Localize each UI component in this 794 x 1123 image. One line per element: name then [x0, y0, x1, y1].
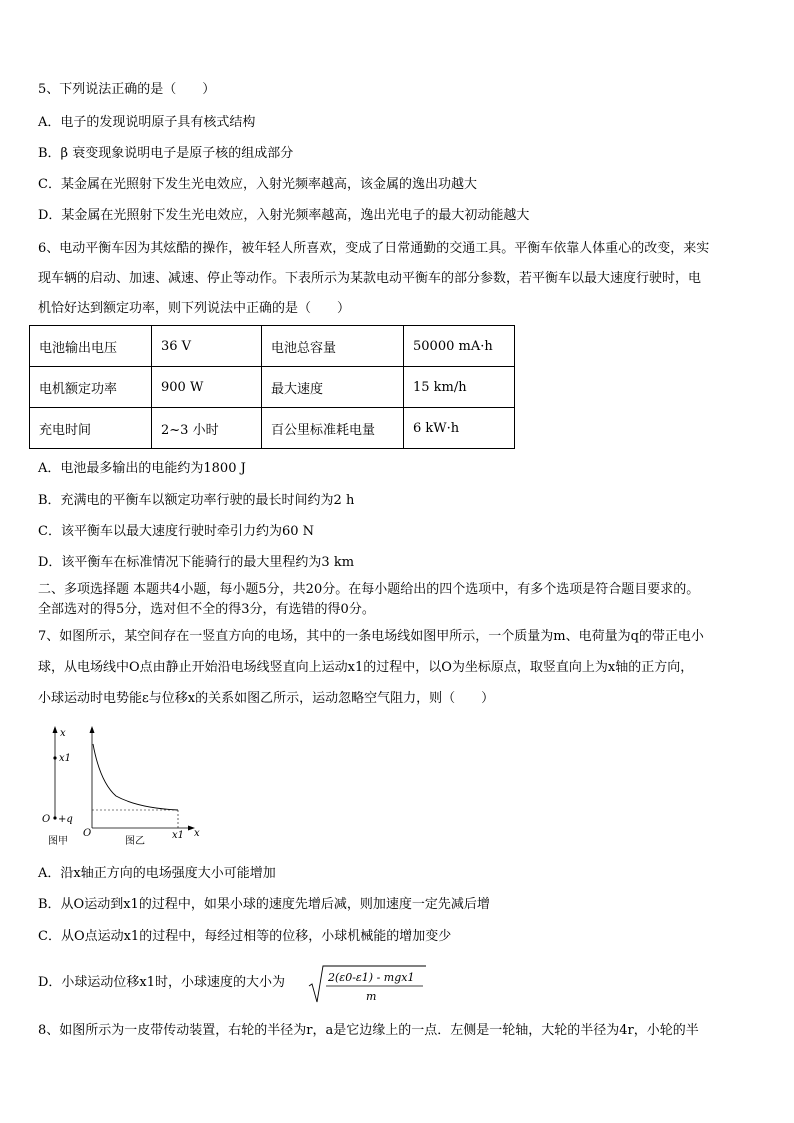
- jia-origin-label: O: [42, 814, 51, 825]
- q5-option-b: B．β 衰变现象说明电子是原子核的组成部分: [38, 146, 294, 161]
- table-cell: 充电时间: [30, 408, 152, 449]
- table-cell: 最大速度: [262, 367, 404, 408]
- yi-y-arrow-icon: [90, 726, 95, 733]
- yi-caption: 图乙: [125, 836, 145, 847]
- jia-x1-dot: [53, 756, 56, 759]
- q6-stem-line3: 机恰好达到额定功率，则下列说法中正确的是（ ）: [38, 301, 351, 316]
- q7-figure: [38, 722, 213, 847]
- q6-option-b: B．充满电的平衡车以额定功率行驶的最长时间约为2 h: [38, 493, 355, 508]
- section2-line2: 全部选对的得5分，选对但不全的得3分，有选错的得0分。: [38, 602, 375, 617]
- jia-arrow-icon: [53, 726, 58, 733]
- table-row: [30, 326, 515, 367]
- table-row: [30, 408, 515, 449]
- table-row: [30, 367, 515, 408]
- q7-stem-line1: 7、如图所示，某空间存在一竖直方向的电场，其中的一条电场线如图甲所示，一个质量为m、电荷量为q的带正电小: [38, 629, 704, 644]
- sqrt-numerator: 2(ε0-ε1) - mgx1: [328, 971, 415, 984]
- jia-axis-label: x: [60, 728, 66, 739]
- q7-option-b: B．从O运动到x1的过程中，如果小球的速度先增后减，则加速度一定先减后增: [38, 897, 490, 912]
- q5-option-c: C．某金属在光照射下发生光电效应，入射光频率越高，该金属的逸出功越大: [38, 177, 477, 192]
- table-cell: 6 kW·h: [404, 408, 515, 449]
- yi-xaxis-label: x: [194, 828, 200, 839]
- table-cell: 2~3 小时: [152, 408, 262, 449]
- q5-stem: 5、下列说法正确的是（ ）: [38, 82, 216, 97]
- table-cell: 电机额定功率: [30, 367, 152, 408]
- table-cell: 50000 mA·h: [404, 326, 515, 367]
- q6-stem-line2: 现车辆的启动、加速、减速、停止等动作。下表所示为某款电动平衡车的部分参数，若平衡车以最大速度行驶时，电: [38, 271, 702, 286]
- table-cell: 15 km/h: [404, 367, 515, 408]
- q7-option-d: D．小球运动位移x1时，小球速度的大小为: [38, 975, 286, 990]
- q7-option-c: C．从O点运动x1的过程中，每经过相等的位移，小球机械能的增加变少: [38, 929, 452, 944]
- q6-stem-line1: 6、电动平衡车因为其炫酷的操作，被年轻人所喜欢，变成了日常通勤的交通工具。平衡车依靠人体重心的改变，来实: [38, 241, 710, 256]
- jia-origin-dot: [53, 816, 56, 819]
- yi-curve: [93, 744, 178, 810]
- table-cell: 电池输出电压: [30, 326, 152, 367]
- jia-charge-label: +q: [58, 814, 73, 825]
- sqrt-denominator: m: [366, 990, 377, 1003]
- q7-stem-line2: 球，从电场线中O点由静止开始沿电场线竖直向上运动x1的过程中，以O为坐标原点，取竖直向上为x轴的正方向，: [38, 660, 694, 675]
- q5-option-a: A．电子的发现说明原子具有核式结构: [38, 115, 256, 130]
- q7-stem-line3: 小球运动时电势能ε与位移x的关系如图乙所示，运动忽略空气阻力，则（ ）: [38, 691, 495, 706]
- jia-caption: 图甲: [48, 836, 68, 847]
- table-cell: 电池总容量: [262, 326, 404, 367]
- q6-option-c: C．该平衡车以最大速度行驶时牵引力约为60 N: [38, 524, 314, 539]
- q7-option-a: A．沿x轴正方向的电场强度大小可能增加: [38, 866, 276, 881]
- table-cell: 900 W: [152, 367, 262, 408]
- section2-line1: 二、多项选择题 本题共4小题，每小题5分，共20分。在每小题给出的四个选项中，有多个选项是符合题目要求的。: [38, 582, 700, 597]
- q8-stem-line1: 8、如图所示为一皮带传动装置，右轮的半径为r，a是它边缘上的一点．左侧是一轮轴，大轮的半径为4r，小轮的半: [38, 1023, 699, 1038]
- q5-option-d: D．某金属在光照射下发生光电效应，入射光频率越高，逸出光电子的最大初动能越大: [38, 208, 530, 223]
- yi-x1-label: x1: [172, 830, 185, 841]
- q7-d-sqrt-formula: [308, 964, 428, 1006]
- q6-option-a: A．电池最多输出的电能约为1800 J: [38, 461, 246, 476]
- q6-option-d: D．该平衡车在标准情况下能骑行的最大里程约为3 km: [38, 555, 355, 570]
- table-cell: 36 V: [152, 326, 262, 367]
- battery-params-table: [29, 325, 515, 449]
- jia-x1-label: x1: [59, 753, 72, 764]
- yi-origin-label: O: [83, 828, 92, 839]
- table-cell: 百公里标准耗电量: [262, 408, 404, 449]
